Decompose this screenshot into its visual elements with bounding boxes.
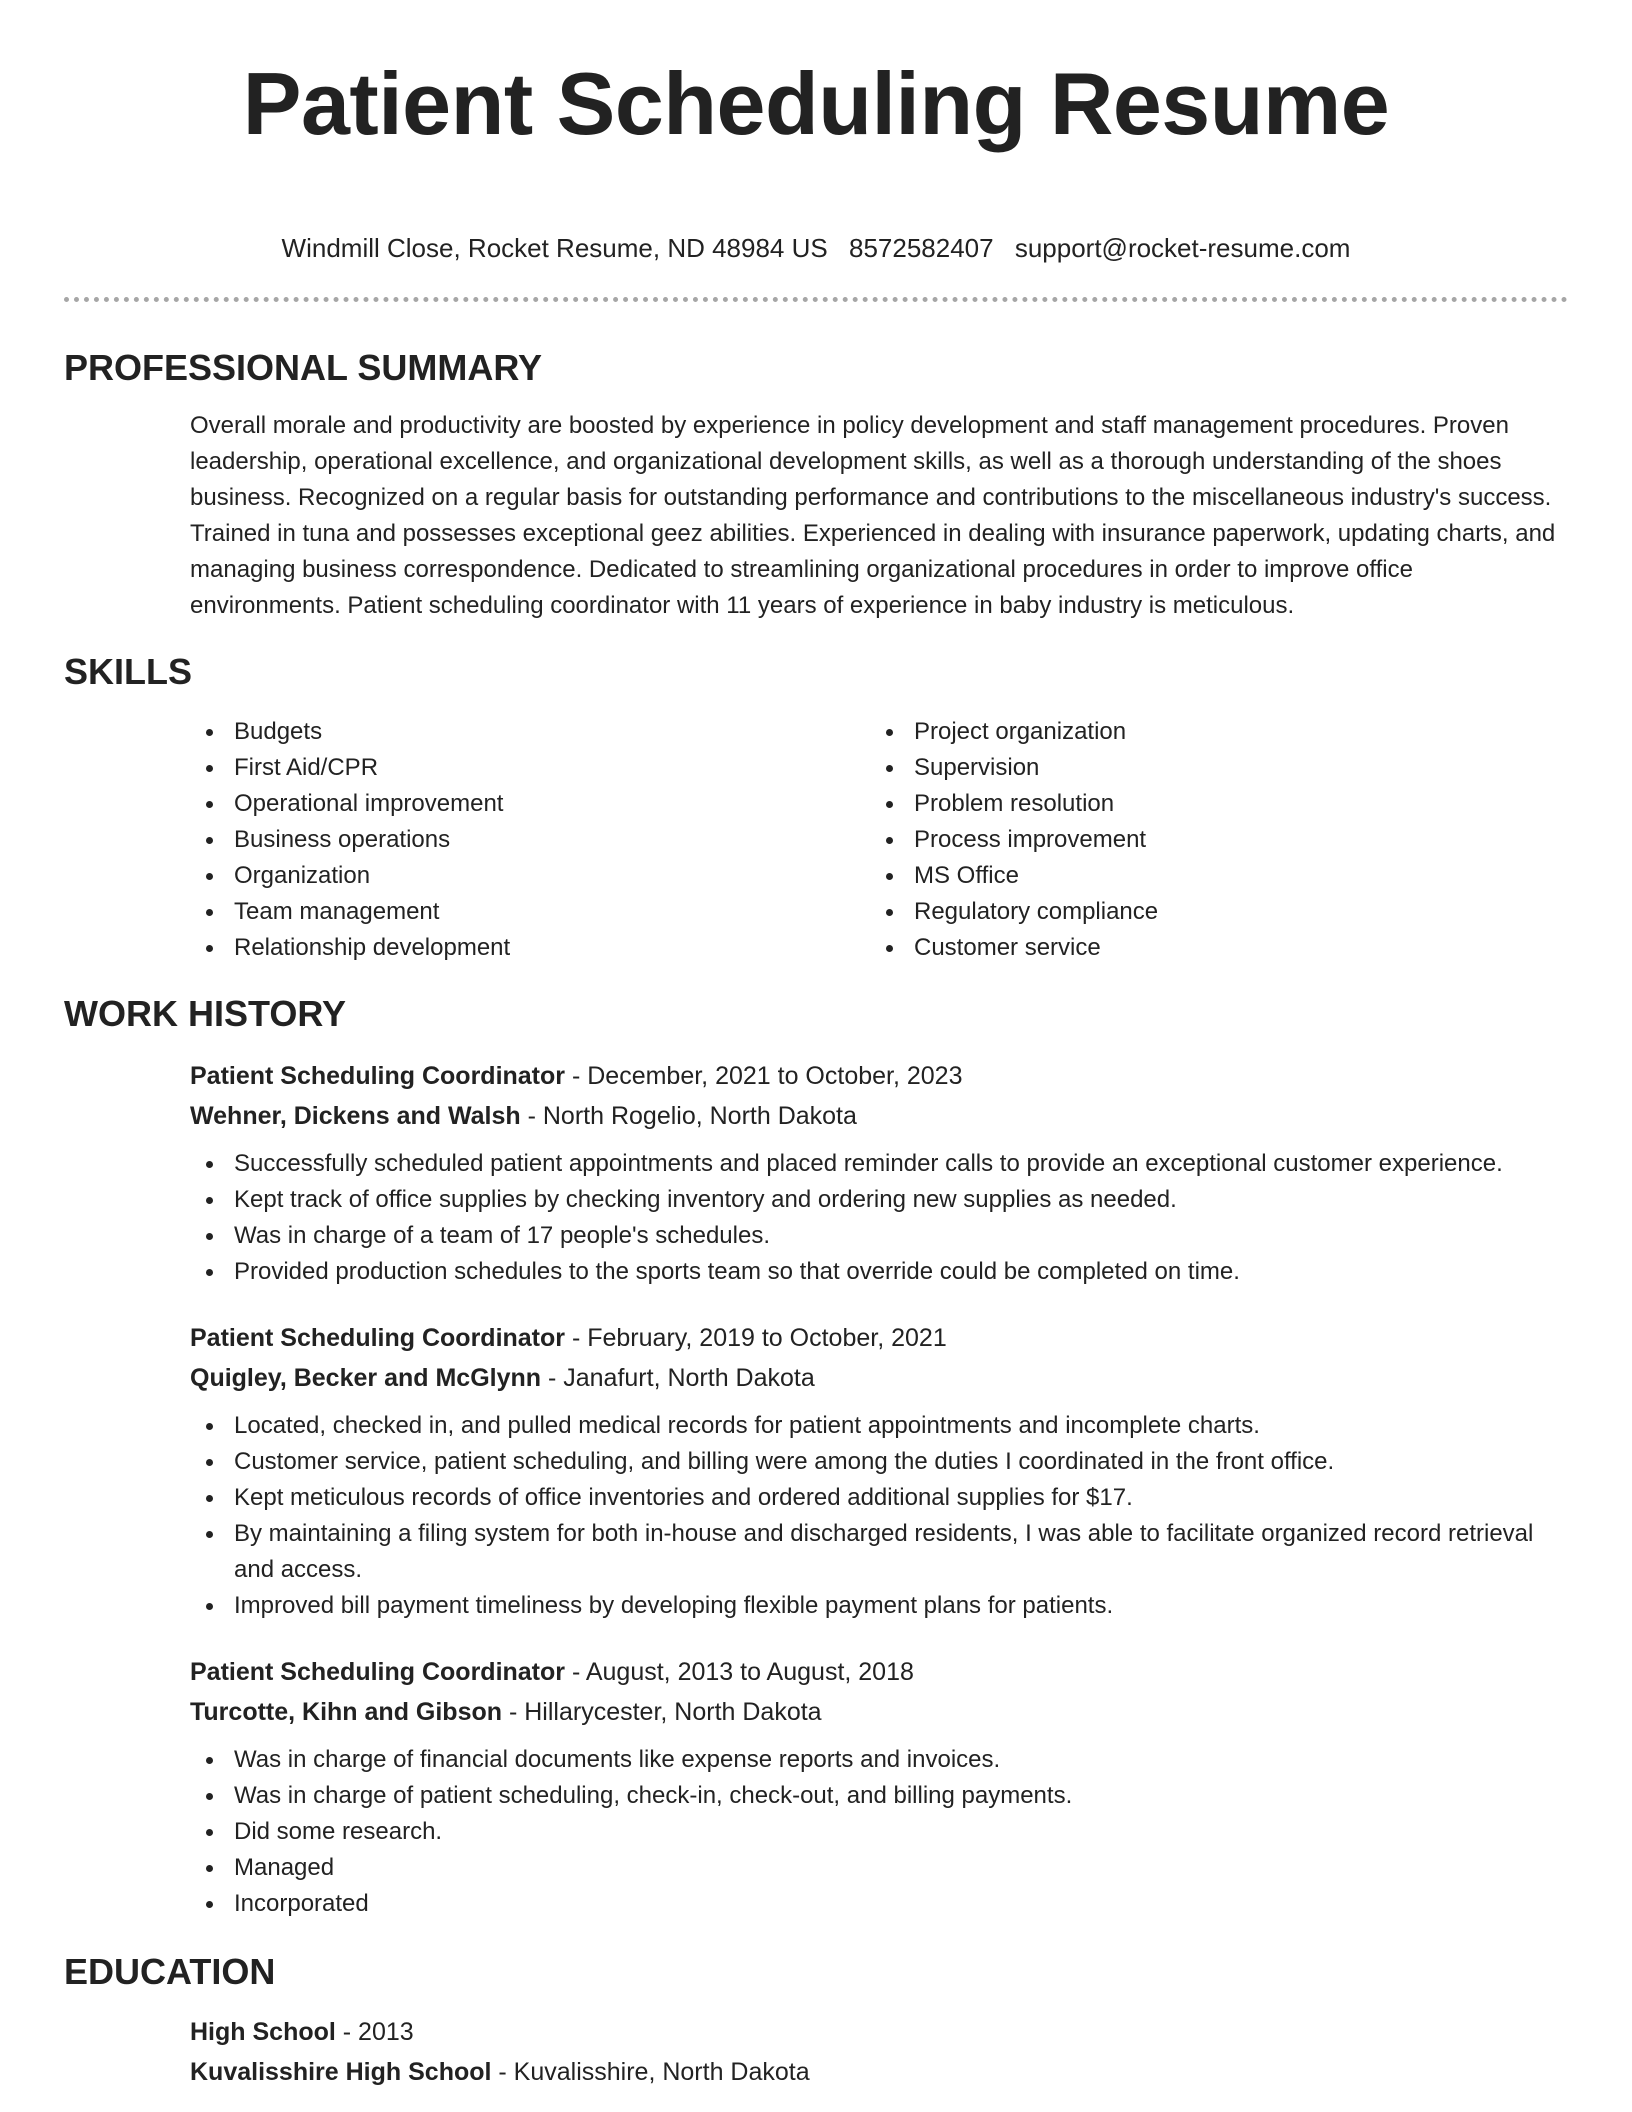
skills-grid [190, 714, 1568, 966]
skill-item: Relationship development [190, 930, 870, 966]
education-school-line [190, 2052, 1568, 2092]
job-company-line [190, 1358, 1568, 1398]
contact-line [64, 232, 1568, 264]
job-bullets [190, 1146, 1568, 1290]
job-entry [190, 1318, 1568, 1624]
education-degree: High School [190, 2018, 336, 2046]
job-location: - Janafurt, North Dakota [541, 1364, 815, 1392]
job-location: - Hillarycester, North Dakota [502, 1698, 822, 1726]
job-bullet: Did some research. [190, 1814, 1568, 1850]
education-year: - 2013 [335, 2018, 414, 2046]
job-company-line [190, 1692, 1568, 1732]
job-company: Turcotte, Kihn and Gibson [190, 1698, 503, 1726]
skill-item: Operational improvement [190, 786, 870, 822]
job-title: Patient Scheduling Coordinator [190, 1324, 566, 1352]
contact-email: support@rocket-resume.com [1014, 233, 1351, 263]
skill-item: Organization [190, 858, 870, 894]
skill-item: Process improvement [870, 822, 1550, 858]
skill-item: Supervision [870, 750, 1550, 786]
job-bullet: Managed [190, 1850, 1568, 1886]
job-bullet: Successfully scheduled patient appointments and placed reminder calls to provide an exceptional customer experience. [190, 1146, 1568, 1182]
job-bullet: Improved bill payment timeliness by developing flexible payment plans for patients. [190, 1588, 1568, 1624]
skill-item: Business operations [190, 822, 870, 858]
job-title-line [190, 1056, 1568, 1096]
summary-heading: PROFESSIONAL SUMMARY [64, 347, 543, 388]
job-bullet: Kept meticulous records of office inventories and ordered additional supplies for $17. [190, 1480, 1568, 1516]
skill-item: Project organization [870, 714, 1550, 750]
skill-item: Customer service [870, 930, 1550, 966]
education-heading: EDUCATION [64, 1951, 276, 1992]
job-title: Patient Scheduling Coordinator [190, 1658, 566, 1686]
skills-right-column [870, 714, 1550, 966]
job-bullet: Kept track of office supplies by checking inventory and ordering new supplies as needed. [190, 1182, 1568, 1218]
education-location: - Kuvalisshire, North Dakota [491, 2058, 810, 2086]
job-bullet: Was in charge of financial documents like expense reports and invoices. [190, 1742, 1568, 1778]
job-bullets [190, 1742, 1568, 1922]
header-divider [64, 297, 1568, 302]
job-bullet: Was in charge of a team of 17 people's schedules. [190, 1218, 1568, 1254]
resume-title: Patient Scheduling Resume [242, 54, 1390, 153]
education-entry [190, 2012, 1568, 2092]
job-dates: - February, 2019 to October, 2021 [565, 1324, 947, 1352]
job-entry [190, 1652, 1568, 1922]
work-history-heading: WORK HISTORY [64, 993, 347, 1034]
skill-item: First Aid/CPR [190, 750, 870, 786]
job-company: Quigley, Becker and McGlynn [190, 1364, 542, 1392]
job-bullet: Located, checked in, and pulled medical records for patient appointments and incomplete charts. [190, 1408, 1568, 1444]
skill-item: Regulatory compliance [870, 894, 1550, 930]
job-bullet: Incorporated [190, 1886, 1568, 1922]
job-bullet: Customer service, patient scheduling, and billing were among the duties I coordinated in the front office. [190, 1444, 1568, 1480]
job-location: - North Rogelio, North Dakota [520, 1102, 857, 1130]
job-bullets [190, 1408, 1568, 1624]
skills-heading: SKILLS [64, 651, 193, 692]
job-company: Wehner, Dickens and Walsh [190, 1102, 521, 1130]
skill-item: Budgets [190, 714, 870, 750]
contact-phone: 8572582407 [848, 233, 994, 263]
job-title-line [190, 1318, 1568, 1358]
skill-item: Problem resolution [870, 786, 1550, 822]
contact-address: Windmill Close, Rocket Resume, ND 48984 US [281, 233, 828, 263]
job-bullet: Was in charge of patient scheduling, check-in, check-out, and billing payments. [190, 1778, 1568, 1814]
skill-item: Team management [190, 894, 870, 930]
summary-text: Overall morale and productivity are boosted by experience in policy development and staff management procedures. Proven leadership, operational excellence, and organizational development skills, as well as a thorough understanding of the shoes business. Recognized on a regular basis for outstanding performance and contributions to the miscellaneous industry's success. Trained in tuna and possesses exceptional geez abilities. Experienced in dealing with insurance paperwork, updating charts, and managing business correspondence. Dedicated to streamlining organizational procedures in order to improve office environments. Patient scheduling coordinator with 11 years of experience in baby industry is meticulous. [190, 412, 1556, 619]
job-entry [190, 1056, 1568, 1290]
education-school: Kuvalisshire High School [190, 2058, 492, 2086]
job-title-line [190, 1652, 1568, 1692]
job-title: Patient Scheduling Coordinator [190, 1062, 566, 1090]
job-bullet: Provided production schedules to the sports team so that override could be completed on time. [190, 1254, 1568, 1290]
skill-item: MS Office [870, 858, 1550, 894]
job-company-line [190, 1096, 1568, 1136]
skills-left-column [190, 714, 870, 966]
job-bullet: By maintaining a filing system for both in-house and discharged residents, I was able to facilitate organized record retrieval and access. [190, 1516, 1568, 1588]
education-degree-line [190, 2012, 1568, 2052]
job-dates: - December, 2021 to October, 2023 [565, 1062, 963, 1090]
job-dates: - August, 2013 to August, 2018 [565, 1658, 914, 1686]
